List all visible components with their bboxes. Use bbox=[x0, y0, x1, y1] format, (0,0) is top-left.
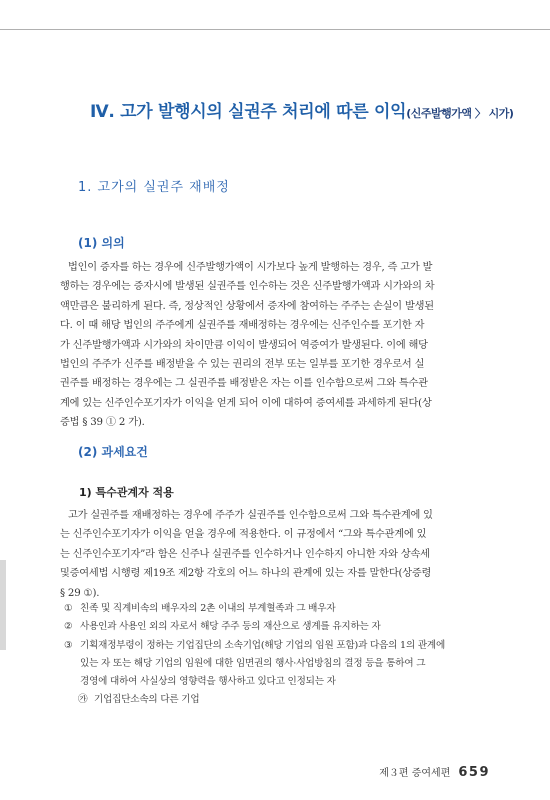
list-item-text: 기업집단소속의 다른 기업 bbox=[94, 694, 200, 706]
page-number: 659 bbox=[458, 765, 490, 780]
list-item-text: 기획재정부령이 정하는 기업집단의 소속기업(해당 기업의 임원 포함)과 다음의 1의 관계에 bbox=[80, 639, 446, 651]
paragraph-line: 권주를 배정하는 경우에는 그 실권주를 배정받은 자는 이를 인수함으로써 그와 특수관 bbox=[60, 378, 428, 390]
paragraph-line: 가 신주발행가액과 시가와의 차이만큼 이익이 발생되어 역증여가 발생된다. 이에 해당 bbox=[60, 339, 428, 351]
list-marker: ③ bbox=[64, 639, 73, 651]
related-party-paragraph bbox=[60, 506, 492, 603]
chapter-title-text: Ⅳ. 고가 발행시의 실권주 처리에 따른 이익 bbox=[90, 102, 407, 122]
item-title-related-party: 1) 특수관계자 적용 bbox=[79, 486, 174, 499]
chapter-subtitle: (신주발행가액 〉 시가) bbox=[406, 107, 514, 120]
paragraph-line: 증법 § 39 ① 2 가). bbox=[60, 417, 145, 429]
list-marker: ① bbox=[64, 603, 73, 614]
list-item bbox=[64, 618, 494, 636]
section-title: 1. 고가의 실권주 재배정 bbox=[78, 180, 230, 195]
list-subitem bbox=[64, 691, 494, 709]
paragraph-line: 액만큼은 불리하게 된다. 즉, 정상적인 상황에서 증자에 참여하는 주주는 손실이 발생된 bbox=[60, 300, 434, 312]
list-item-text: 친족 및 직계비속의 배우자의 2촌 이내의 부계혈족과 그 배우자 bbox=[80, 603, 336, 614]
paragraph-line: 법인의 주주가 신주를 배정받을 수 있는 권리의 전부 또는 일부를 포기한 경우로서 실 bbox=[60, 359, 425, 371]
page-footer bbox=[379, 764, 490, 780]
footer-section-label: 제３편 증여세편 bbox=[379, 768, 451, 779]
paragraph-line: 행하는 경우에는 증자시에 발생된 실권주를 인수하는 것은 신주발행가액과 시가와의 차 bbox=[60, 281, 435, 293]
meaning-paragraph bbox=[60, 258, 492, 433]
paragraph-line: § 29 ①). bbox=[60, 587, 100, 599]
subsection-title-requirements: (2) 과세요건 bbox=[78, 445, 148, 459]
list-item-continuation: 경영에 대하여 사실상의 영향력을 행사하고 있다고 인정되는 자 bbox=[80, 676, 336, 688]
paragraph-line: 는 신주인수포기자”라 함은 신주나 실권주를 인수하거나 인수하지 아니한 자와 상속세 bbox=[60, 548, 430, 560]
header-rule bbox=[0, 29, 550, 30]
list-item-text: 사용인과 사용인 외의 자로서 해당 주주 등의 재산으로 생계를 유지하는 자 bbox=[80, 621, 381, 633]
paragraph-line: 법인이 증자를 하는 경우에 신주발행가액이 시가보다 높게 발행하는 경우, 즉 고가 발 bbox=[68, 262, 433, 273]
paragraph-line: 계에 있는 신주인수포기자가 이익을 얻게 되어 이에 대하여 증여세를 과세하게 된다(상 bbox=[60, 397, 432, 409]
chapter-title bbox=[90, 97, 513, 122]
list-marker: ㉮ bbox=[78, 694, 88, 706]
paragraph-line: 고가 실권주를 재배정하는 경우에 주주가 실권주를 인수함으로써 그와 특수관계에 있 bbox=[68, 510, 433, 521]
paragraph-line: 다. 이 때 해당 법인의 주주에게 실권주를 재배정하는 경우에는 신주인수를 포기한 자 bbox=[60, 320, 425, 332]
subsection-title-meaning: (1) 의의 bbox=[78, 236, 125, 250]
list-marker: ② bbox=[64, 621, 73, 633]
side-tab-marker bbox=[0, 560, 6, 650]
paragraph-line: 및증여세법 시행령 제19조 제2항 각호의 어느 하나의 관계에 있는 자를 말한다(상증령 bbox=[60, 568, 432, 580]
paragraph-line: 는 신주인수포기자가 이익을 얻을 경우에 적용한다. 이 규정에서 “그와 특수관계에 있 bbox=[60, 529, 427, 541]
list-item bbox=[64, 637, 494, 655]
list-item bbox=[64, 600, 494, 618]
related-party-list bbox=[64, 600, 494, 710]
list-item-continuation: 있는 자 또는 해당 기업의 임원에 대한 임면권의 행사·사업방침의 결정 등을 통하여 그 bbox=[80, 657, 426, 669]
